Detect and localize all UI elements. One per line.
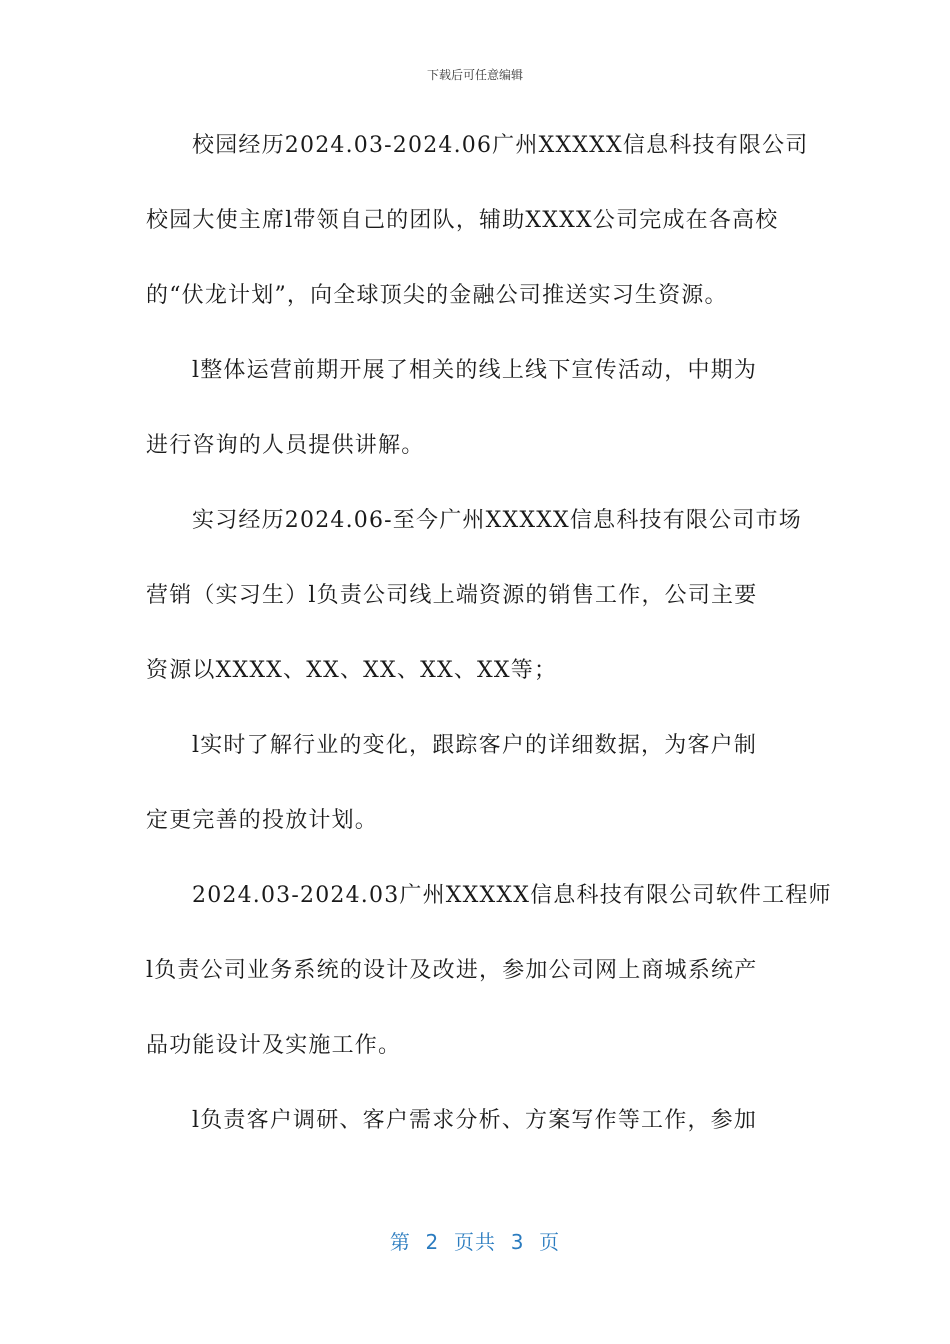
text-line: 营销（实习生）l负责公司线上端资源的销售工作，公司主要 <box>146 583 758 608</box>
text-line: 实习经历2024.06-至今广州XXXXX信息科技有限公司市场 <box>192 508 802 533</box>
text-line: 的“伏龙计划”，向全球顶尖的金融公司推送实习生资源。 <box>146 283 728 308</box>
text-line: 2024.03-2024.03广州XXXXX信息科技有限公司软件工程师 <box>192 883 832 908</box>
text-line: l整体运营前期开展了相关的线上线下宣传活动，中期为 <box>192 358 758 383</box>
text-line: l负责客户调研、客户需求分析、方案写作等工作，参加 <box>192 1108 758 1133</box>
document-body <box>146 128 832 1178</box>
text-line: l实时了解行业的变化，跟踪客户的详细数据，为客户制 <box>192 733 758 758</box>
text-line: l负责公司业务系统的设计及改进，参加公司网上商城系统产 <box>146 958 758 983</box>
text-line: 校园经历2024.03-2024.06广州XXXXX信息科技有限公司 <box>192 133 809 158</box>
page-number: 第 2 页共 3 页 <box>389 1230 561 1254</box>
text-line: 进行咨询的人员提供讲解。 <box>146 433 425 458</box>
text-line: 校园大使主席l带领自己的团队，辅助XXXX公司完成在各高校 <box>146 208 779 233</box>
text-line: 资源以XXXX、XX、XX、XX、XX等； <box>146 658 558 683</box>
header-note: 下载后可任意编辑 <box>426 68 523 82</box>
text-line: 定更完善的投放计划。 <box>146 808 379 833</box>
text-line: 品功能设计及实施工作。 <box>146 1033 402 1058</box>
